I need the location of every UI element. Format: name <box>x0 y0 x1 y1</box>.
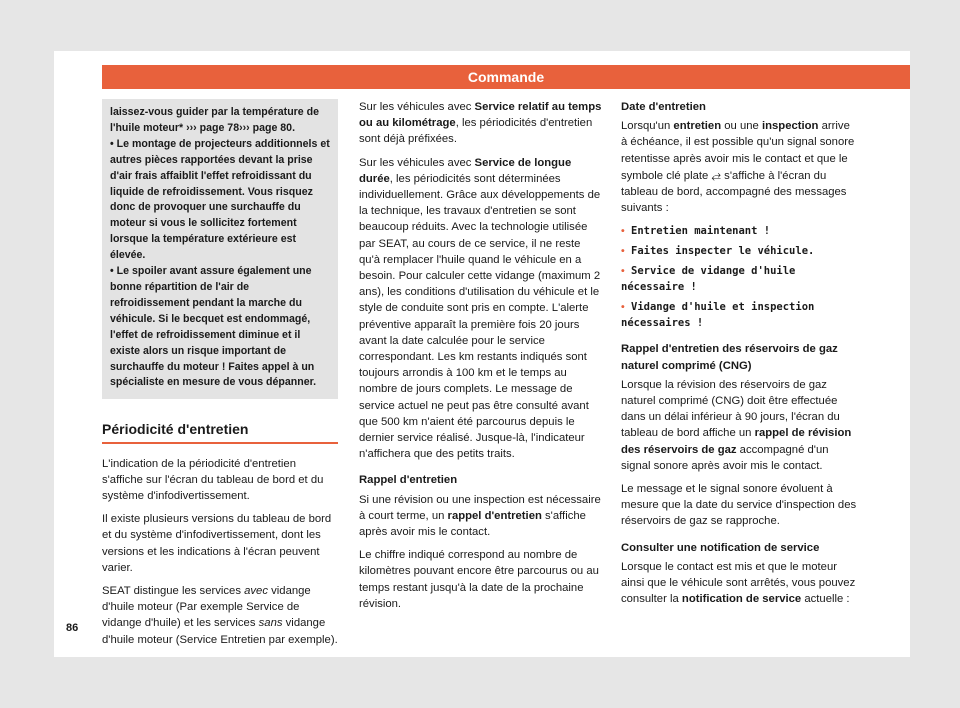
paragraph: L'indication de la périodicité d'entretien s'affiche sur l'écran du tableau de bord et du système d'infodivertissement. <box>102 457 324 502</box>
body-text <box>102 456 338 648</box>
wrench-icon: ⥄ <box>711 167 722 182</box>
warning-paragraph: laissez-vous guider par la température de l'huile moteur* ››› page 78››› page 80. <box>110 106 320 134</box>
paragraph: Lorsque la révision des réservoirs de gaz naturel comprimé (CNG) doit être effectuée dans un délai inférieur à 90 jours, l'écran du tableau de bord affiche un rappel de révision des réservoirs de gaz accompagné d'un signal sonore après avoir mis le contact. <box>621 378 852 472</box>
page-number: 86 <box>66 622 79 634</box>
warning-bullet: • Le montage de projecteurs additionnels et autres pièces rapportées devant la prise d'air frais affaiblit l'effet refroidissant du liquide de refroidissement. Vous risquez donc de provoquer une surchauffe du moteur si vous le sollicitez fortement lorsque la température extérieure est élevée. <box>110 137 330 264</box>
paragraph: Le message et le signal sonore évoluent à mesure que la date du service d'inspection des réservoirs de gaz se rapproche. <box>621 483 857 528</box>
paragraph: Sur les véhicules avec Service de longue durée, les périodicités sont déterminées individuellement. Grâce aux développements de la technique, les travaux d'entretien se sont beaucoup réduits. Avec la technologie utilisée par SEAT, au cours de ce service, il ne reste qu'à remplacer l'huile quand le véhicule en a besoin. Pour calculer cette vidange (maximum 2 ans), les conditions d'utilisation du véhicule et le style de conduite sont pris en compte. L'alerte préventive apparaît la première fois 20 jours avant la date calculée pour le service correspondant. Les km restants indiqués sont toujours arrondis à 100 km et le temps au nombre de jours complets. Le message de service actuel ne peut pas être consulté avant que 500 km n'aient été parcourus depuis le dernier service réalisé. Jusque-là, l'indicateur n'affichera que des petits traits. <box>359 156 601 461</box>
subheading: Date d'entretien <box>621 101 706 113</box>
section-header: Commande <box>102 65 910 89</box>
service-message: • Entretien maintenant ! <box>621 225 771 238</box>
subheading: Rappel d'entretien <box>359 474 458 487</box>
service-message: • Service de vidange d'huile nécessaire ! <box>621 265 796 294</box>
warning-bullet: • Le spoiler avant assure également une bonne répartition de l'air de refroidissement pendant la marche du véhicule. Si le becquet est endommagé, l'effet de refroidissement diminue et il existe alors un risque important de surchauffe du moteur ! Faites appel à un spécialiste en mesure de vous dépanner. <box>110 264 330 391</box>
subheading: Consulter une notification de service <box>621 541 820 554</box>
manual-page <box>54 51 910 657</box>
column-middle <box>359 99 602 619</box>
column-left <box>102 99 338 655</box>
paragraph: SEAT distingue les services avec vidange d'huile moteur (Par exemple Service de vidange d'huile) et les services sans vidange d'huile moteur (Service Entretien par exemple). <box>102 584 338 646</box>
page-reference[interactable]: ››› page 78››› page 80 <box>186 121 293 134</box>
paragraph: Il existe plusieurs versions du tableau de bord et du système d'infodivertissement, dont les versions et les indications à l'écran peuvent varier. <box>102 513 332 574</box>
paragraph: Le chiffre indiqué correspond au nombre de kilomètres pouvant encore être parcourus ou au temps restant jusqu'à la date de la prochaine révision. <box>359 549 599 610</box>
service-message: • Vidange d'huile et inspection nécessaires ! <box>621 301 815 330</box>
column-right <box>621 99 857 614</box>
warning-box <box>102 99 338 399</box>
paragraph: Lorsqu'un entretien ou une inspection arrive à échéance, il est possible qu'un signal sonore retentisse après avoir mis le contact et que le symbole clé plate ⥄ s'affiche à l'écran du tableau de bord, accompagné des messages suivants : <box>621 120 855 215</box>
section-title: Périodicité d'entretien <box>102 421 338 443</box>
paragraph: Lorsque le contact est mis et que le moteur ainsi que le véhicule sont arrêtés, vous pouvez consulter la notification de service actuelle : <box>621 560 856 606</box>
paragraph: Sur les véhicules avec Service relatif au temps ou au kilométrage, les périodicités d'entretien sont déjà préfixées. <box>359 101 602 146</box>
paragraph: Si une révision ou une inspection est nécessaire à court terme, un rappel d'entretien s'affiche après avoir mis le contact. <box>359 493 601 539</box>
service-message: • Faites inspecter le véhicule. <box>621 245 815 258</box>
subheading: Rappel d'entretien des réservoirs de gaz naturel comprimé (CNG) <box>621 343 838 372</box>
